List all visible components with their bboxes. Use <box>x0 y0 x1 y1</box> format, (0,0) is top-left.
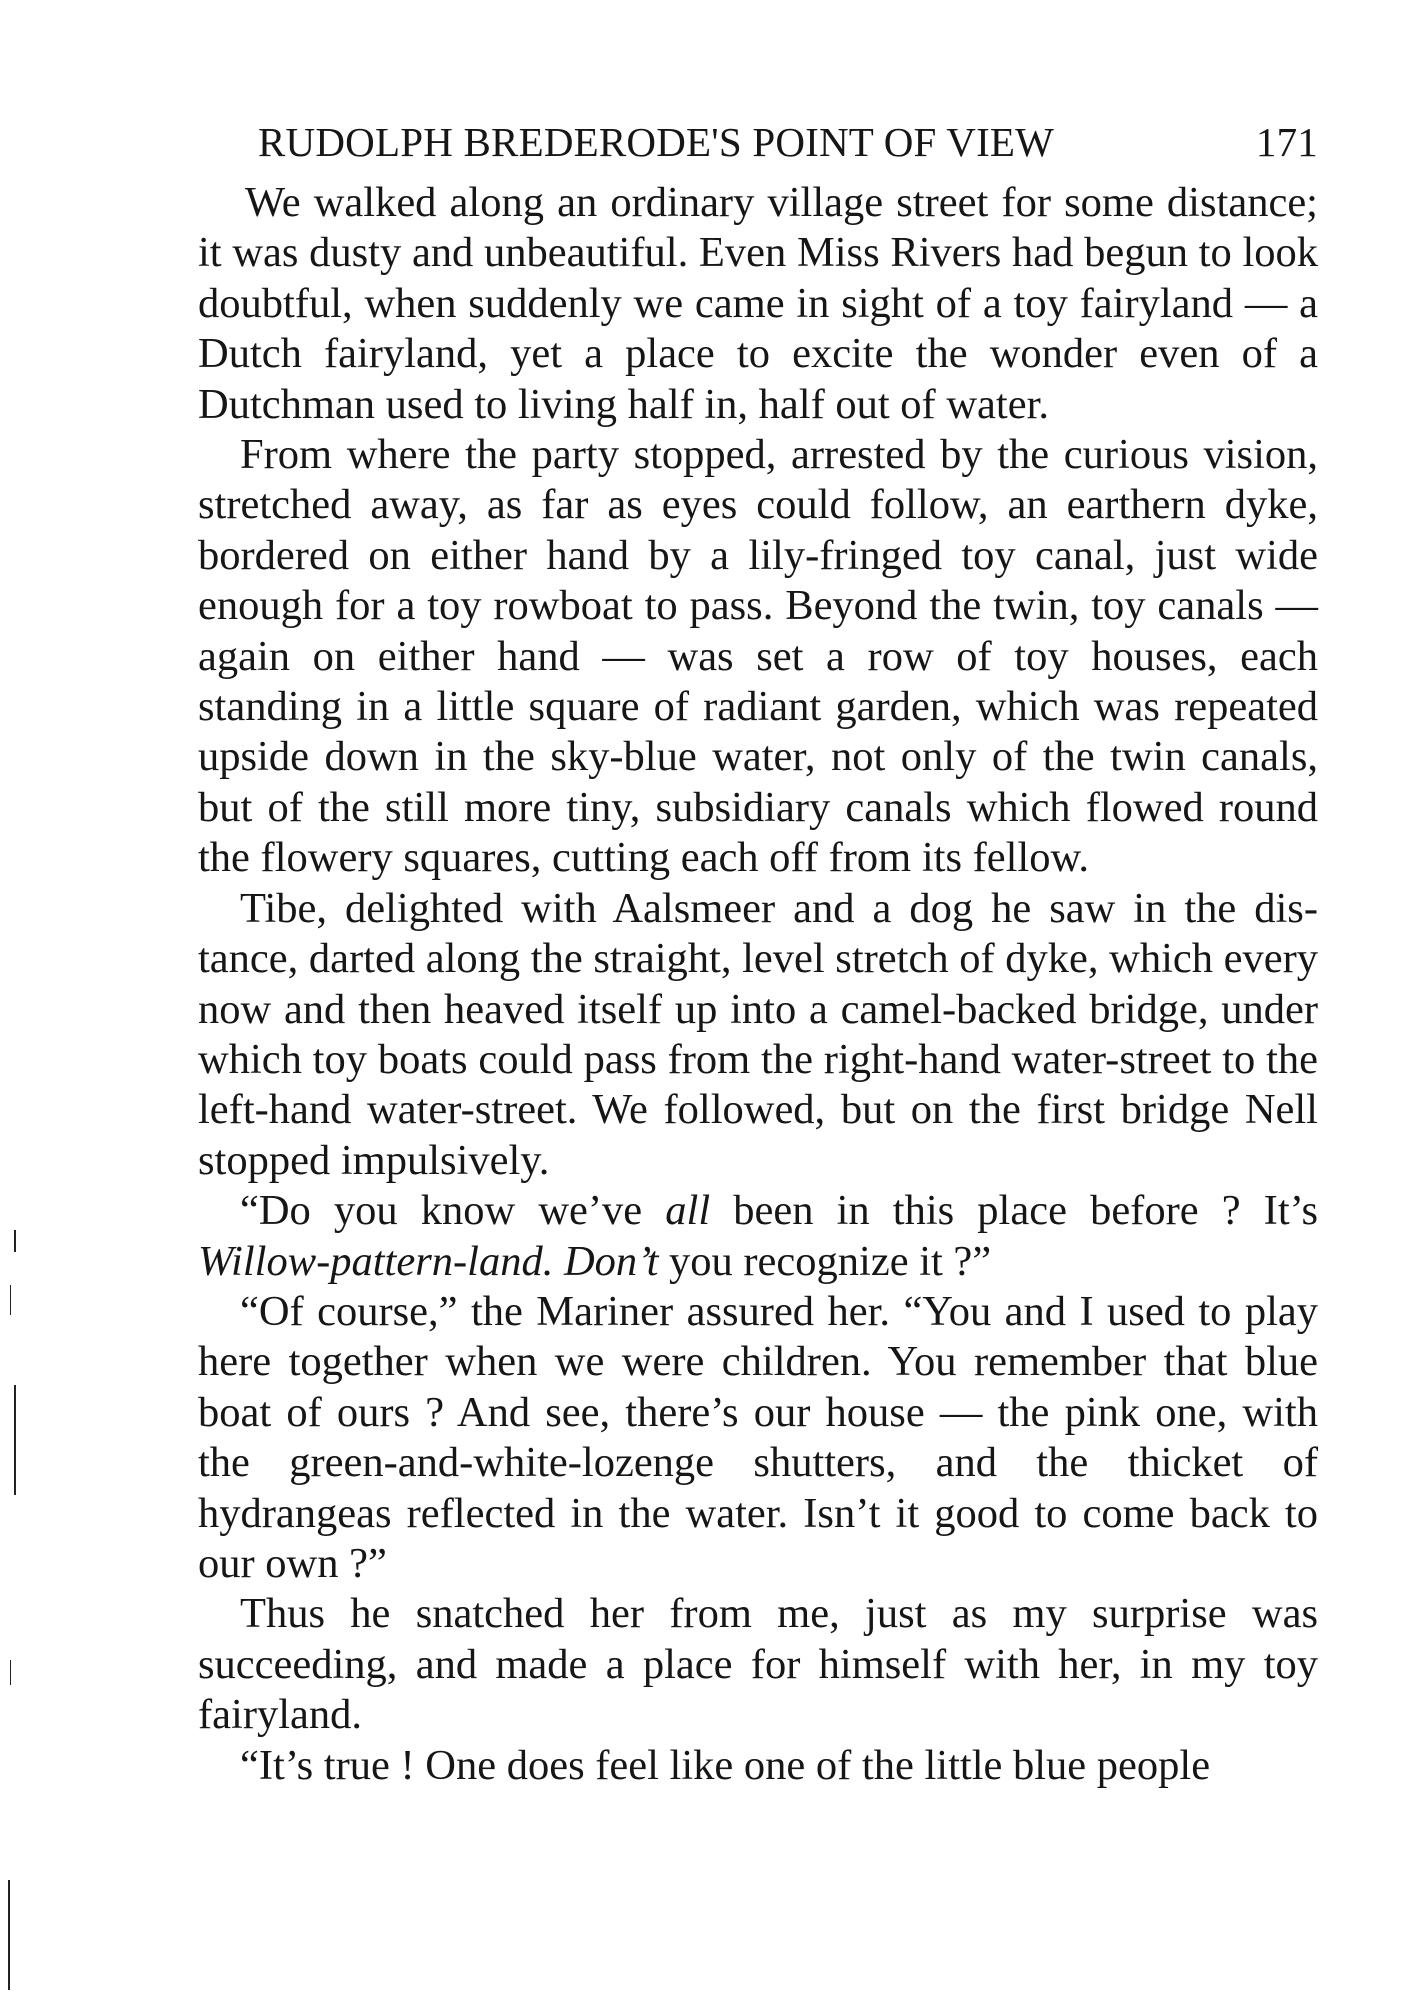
paragraph <box>198 1186 1318 1287</box>
margin-line-mark <box>10 1660 11 1685</box>
page-number: 171 <box>1255 119 1318 165</box>
paragraph <box>198 1741 1318 1791</box>
paragraph-text: you recognize it ?” <box>658 1237 992 1285</box>
paragraph-text: From where the party stopped, arrested by the curious vision, stretched away, as far as eyes could follow, an earthern dyke, bordered on either hand by a lily-fringed toy canal, just wide enough for a toy rowboat to pass. Beyond the twin, toy canals — again on either hand — was set a row of toy houses, each standing in a little square of radiant garden, which was repeated upside down in the sky-blue water, not only of the twin canals, but of the still more tiny, subsidiary canals which flowed round the flowery squares, cutting each off from its fellow. <box>198 431 1318 882</box>
margin-line-mark <box>8 1880 10 1990</box>
italic-text: Willow-pattern-land. Don’t <box>198 1237 659 1285</box>
paragraph-text: “Of course,” the Mariner assured her. “You and I used to play here together when we were children. You remember that blue boat of ours ? And see, there’s our house — the pink one, with the green-and-white-lozenge shutters, and the thicket of hydrangeas reflected in the water. Isn’t it good to come back to our own ?” <box>198 1287 1318 1587</box>
paragraph-text: Tibe, delighted with Aalsmeer and a dog he saw in the distance, darted along the straight, level stretch of dyke, which every now and then heaved itself up into a camel-backed bridge, under which toy boats could pass from the right-hand water-street to the left-hand water-street. We followed, but on the first bridge Nell stopped impulsively. <box>198 884 1318 1184</box>
paragraph <box>198 430 1318 884</box>
margin-line-mark <box>14 1230 16 1252</box>
paragraph-text: Thus he snatched her from me, just as my surprise was succeeding, and made a place for himself with her, in my toy fairyland. <box>198 1590 1318 1739</box>
paragraph <box>198 884 1318 1186</box>
running-title: RUDOLPH BREDERODE'S POINT OF VIEW <box>258 119 1055 165</box>
margin-line-mark <box>10 1285 11 1315</box>
page-header <box>258 118 1318 166</box>
paragraph <box>198 178 1318 430</box>
paragraph-text: We walked along an ordinary village street for some distance; it was dusty and unbeautiful. Even Miss Rivers had begun to look doubtful, when suddenly we came in sight of a toy fairyland — a Dutch fairyland, yet a place to excite the wonder even of a Dutchman used to living half in, half out of water. <box>198 179 1318 428</box>
body-text <box>198 178 1318 1791</box>
italic-text: all <box>665 1187 711 1235</box>
paragraph <box>198 1589 1318 1740</box>
paragraph-text: “It’s true ! One does feel like one of the little blue people <box>240 1741 1211 1789</box>
paragraph <box>198 1287 1318 1589</box>
paragraph-text: been in this place before ? It’s <box>710 1187 1318 1235</box>
paragraph-text: “Do you know we’ve <box>240 1187 666 1235</box>
margin-line-mark <box>14 1385 16 1495</box>
